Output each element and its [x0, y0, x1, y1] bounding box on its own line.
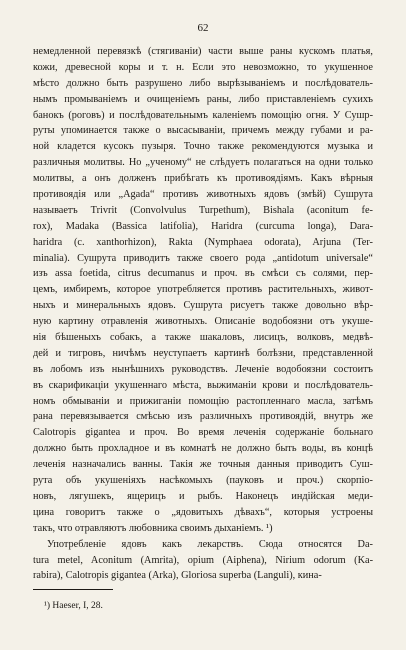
footnote: ¹) Haeser, I, 28. [44, 601, 103, 611]
text-line: противоядія или „Agada“ противъ животныхъ ядовъ (змѣй) Сушрута [33, 189, 373, 201]
text-line: руты упоминается также о высасываніи, причемъ между губами и ра- [33, 125, 373, 137]
text-line: Calotropis gigantea и проч. Во время леченія содержаніе больнаго [33, 427, 373, 439]
text-line: такъ, что отравляютъ любовника своимъ дыханіемъ. ¹) [33, 522, 273, 534]
text-line: rox), Madaka (Bassica latifolia), Haridra (curcuma longa), Dara- [33, 220, 373, 232]
text-line: minalia). Сушрута приводитъ также своего рода „antidotum universale“ [33, 252, 373, 264]
text-line: банокъ (роговъ) и послѣдовательнымъ каленіемъ помощію огня. У Сушр- [33, 109, 373, 121]
text-line: номъ обмываніи и прижиганіи помощію растопленнаго масла, затѣмъ [33, 395, 373, 407]
text-line: рана перевязывается смѣсью изъ различныхъ противоядій, внутрь же [33, 411, 373, 423]
text-line: немедленной перевязкѣ (стягиваніи) части выше раны кускомъ платья, [33, 46, 373, 57]
text-line: нія бѣшеныхъ собакъ, а также шакаловъ, лисицъ, волковъ, медвѣ- [33, 332, 373, 344]
page-number: 62 [197, 22, 209, 34]
text-line: изъ assa foetida, citrus decumanus и проч. въ смѣси съ солями, пер- [33, 268, 373, 280]
body-text [33, 44, 373, 584]
text-line: нымъ промываніемъ и очищеніемъ раны, либо приставленіемъ сухихъ [33, 93, 373, 105]
text-line: ной кладется кусокъ пузыря. Точно также рекомендуются музыка и [33, 141, 373, 153]
text-line: Употребленіе ядовъ какъ лекарствъ. Сюда относятся Da- [47, 538, 373, 550]
text-line: haridra (c. xanthorhizon), Rakta (Nymphaea odorata), Arjuna (Ter- [33, 236, 373, 248]
footnote-divider [33, 589, 113, 590]
text-line: мѣсто должно быть разрушено либо вырѣзываніемъ и послѣдователь- [33, 77, 373, 89]
text-line: въ скарификаціи укушеннаго мѣста, выжиманіи крови и послѣдователь- [33, 379, 373, 391]
text-line: леченія назначались ванны. Такія же точныя данныя приводитъ Суш- [33, 459, 373, 471]
text-line: дей и тигровъ, ничѣмъ неуступаетъ картинѣ болѣзни, представленной [33, 347, 373, 359]
text-line: ныхъ и минеральныхъ ядовъ. Сушрута рисуетъ также довольно вѣр- [33, 300, 373, 312]
text-line: различныя молитвы. Но „ученому“ не слѣдуетъ полагаться на одни только [33, 157, 373, 169]
text-line: должно быть прохладное и въ комнатѣ не должно быть воды, въ концѣ [33, 443, 373, 455]
text-line: называетъ Trivrit (Convolvulus Turpethum), Bishala (aconitum fe- [33, 204, 373, 216]
text-line: tura metel, Aconitum (Amrita), opium (Aiphena), Nirium odorum (Ka- [33, 554, 373, 566]
text-line: цина говоритъ также о „ядовитыхъ дѣвахъ“, которыя устроены [33, 506, 373, 518]
text-line: кожи, древесной коры и т. н. Если это невозможно, то укушенное [33, 61, 373, 73]
text-line: въ лобомъ изъ нынѣшнихъ руководствъ. Леченіе водобоязни состоитъ [33, 363, 373, 375]
text-line: новъ, лягушекъ, ящерицъ и рыбъ. Наконецъ индійская меди- [33, 490, 373, 502]
text-line: рута объ укушеніяхъ насѣкомыхъ (пауковъ и проч.) скорпіо- [33, 475, 373, 487]
text-line: молитвы, а онъ долженъ прибѣгать къ противоядіямъ. Какъ вѣрныя [33, 173, 373, 185]
text-line: rabira), Calotropis gigantea (Arka), Gloriosa superba (Languli), кина- [33, 570, 322, 582]
text-line: ную картину отравленія животныхъ. Описаніе водобоязни отъ укуше- [33, 316, 373, 328]
text-line: цемъ, имбиремъ, которое употребляется противъ растительныхъ, живот- [33, 284, 373, 296]
